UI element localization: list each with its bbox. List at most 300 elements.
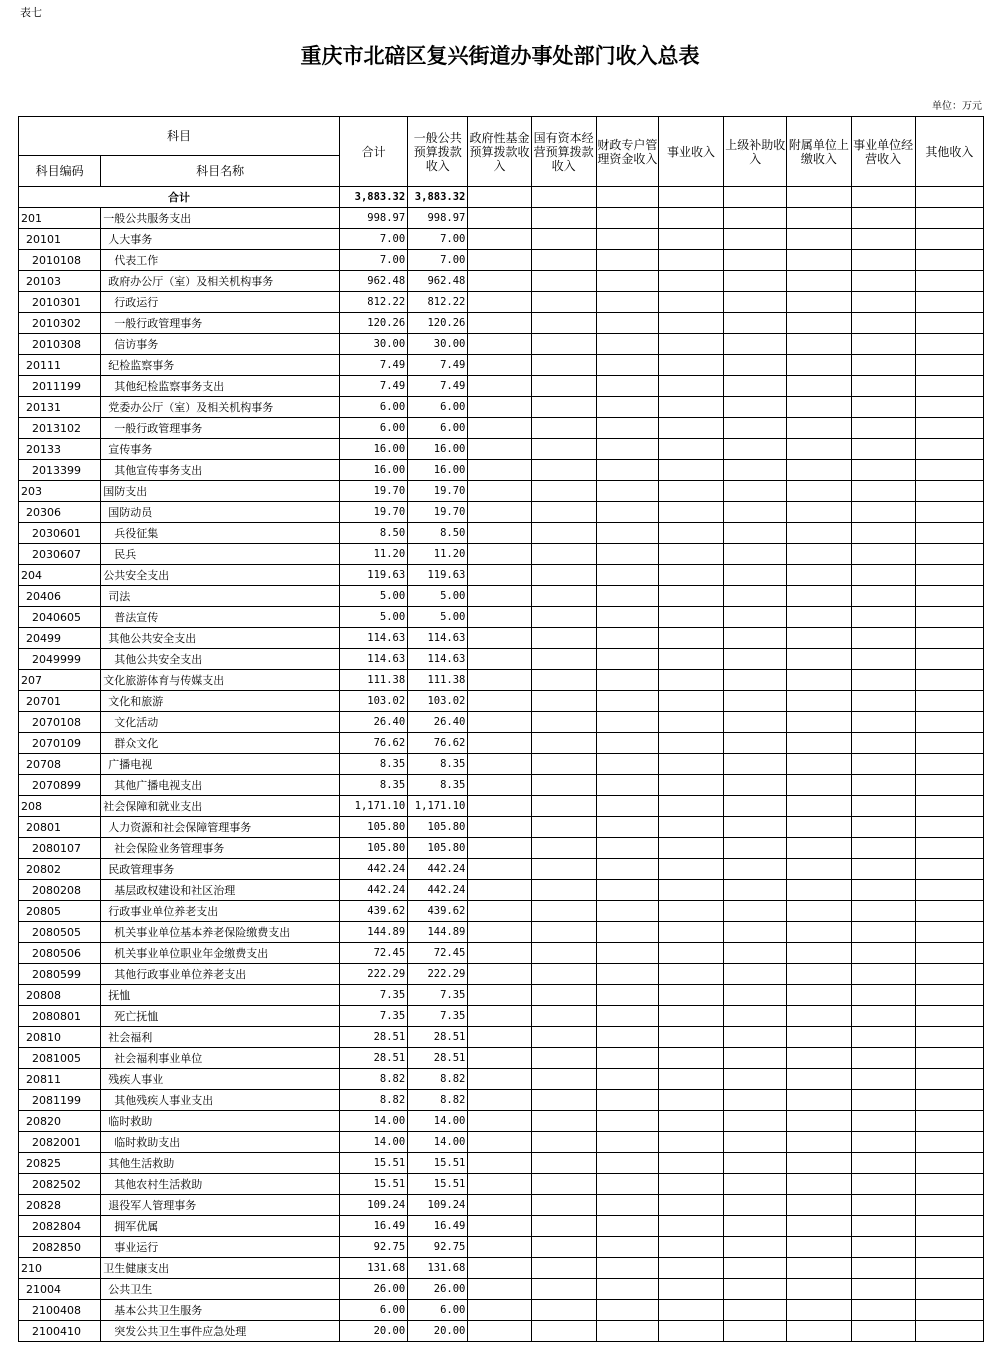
row-total: 72.45	[340, 943, 408, 964]
row-total: 6.00	[340, 418, 408, 439]
row-general-budget: 14.00	[408, 1132, 468, 1153]
empty-cell	[915, 1174, 983, 1195]
empty-cell	[596, 1258, 658, 1279]
subject-code: 2013102	[19, 418, 101, 439]
empty-cell	[596, 796, 658, 817]
subject-name: 拥军优属	[101, 1216, 340, 1237]
subject-code: 2080599	[19, 964, 101, 985]
empty-cell	[724, 544, 787, 565]
empty-cell	[787, 1279, 851, 1300]
empty-cell	[596, 565, 658, 586]
subject-name: 公共卫生	[101, 1279, 340, 1300]
row-general-budget: 8.82	[408, 1090, 468, 1111]
empty-cell	[915, 544, 983, 565]
empty-cell	[724, 607, 787, 628]
empty-cell	[468, 355, 531, 376]
empty-cell	[851, 922, 915, 943]
empty-cell	[724, 355, 787, 376]
subject-name: 兵役征集	[101, 523, 340, 544]
subject-name: 民兵	[101, 544, 340, 565]
row-general-budget: 114.63	[408, 649, 468, 670]
subject-name: 其他残疾人事业支出	[101, 1090, 340, 1111]
empty-cell	[787, 1300, 851, 1321]
empty-cell	[787, 376, 851, 397]
table-row	[19, 817, 984, 838]
subject-code: 20111	[19, 355, 101, 376]
empty-cell	[658, 859, 723, 880]
empty-cell	[724, 1027, 787, 1048]
subject-name: 其他行政事业单位养老支出	[101, 964, 340, 985]
empty-cell	[851, 817, 915, 838]
empty-cell	[468, 607, 531, 628]
empty-cell	[596, 481, 658, 502]
empty-cell	[851, 1300, 915, 1321]
empty-cell	[658, 838, 723, 859]
empty-cell	[596, 1027, 658, 1048]
empty-cell	[468, 313, 531, 334]
empty-cell	[531, 1069, 596, 1090]
empty-cell	[468, 838, 531, 859]
empty-cell	[851, 901, 915, 922]
subject-code: 20820	[19, 1111, 101, 1132]
table-row	[19, 208, 984, 229]
subject-code: 2070109	[19, 733, 101, 754]
row-total: 19.70	[340, 481, 408, 502]
empty-cell	[724, 1048, 787, 1069]
empty-cell	[531, 229, 596, 250]
empty-cell	[915, 313, 983, 334]
empty-cell	[724, 292, 787, 313]
empty-cell	[724, 565, 787, 586]
empty-cell	[531, 775, 596, 796]
row-total: 131.68	[340, 1258, 408, 1279]
empty-cell	[468, 376, 531, 397]
empty-cell	[531, 1195, 596, 1216]
empty-cell	[915, 985, 983, 1006]
table-row	[19, 313, 984, 334]
empty-cell	[724, 880, 787, 901]
empty-cell	[596, 1321, 658, 1342]
empty-cell	[787, 418, 851, 439]
row-general-budget: 114.63	[408, 628, 468, 649]
subject-code: 20133	[19, 439, 101, 460]
empty-cell	[658, 1027, 723, 1048]
empty-cell	[724, 670, 787, 691]
empty-cell	[658, 1258, 723, 1279]
empty-cell	[915, 964, 983, 985]
empty-cell	[596, 271, 658, 292]
row-total: 7.35	[340, 985, 408, 1006]
empty-cell	[468, 1300, 531, 1321]
table-row	[19, 481, 984, 502]
empty-cell	[596, 439, 658, 460]
empty-cell	[915, 1027, 983, 1048]
row-general-budget: 6.00	[408, 397, 468, 418]
subject-name: 社会福利	[101, 1027, 340, 1048]
empty-cell	[596, 1237, 658, 1258]
row-total: 5.00	[340, 607, 408, 628]
empty-cell	[724, 397, 787, 418]
subject-name: 群众文化	[101, 733, 340, 754]
empty-cell	[787, 523, 851, 544]
empty-cell	[596, 670, 658, 691]
row-total: 114.63	[340, 628, 408, 649]
empty-cell	[596, 922, 658, 943]
empty-cell	[915, 1195, 983, 1216]
row-total: 7.49	[340, 376, 408, 397]
table-row	[19, 502, 984, 523]
empty-cell	[596, 334, 658, 355]
empty-cell	[468, 796, 531, 817]
subject-code: 2082804	[19, 1216, 101, 1237]
empty-cell	[787, 817, 851, 838]
empty-cell	[531, 1048, 596, 1069]
empty-cell	[915, 1279, 983, 1300]
empty-cell	[658, 817, 723, 838]
empty-cell	[468, 418, 531, 439]
row-general-budget: 16.00	[408, 439, 468, 460]
row-general-budget: 8.50	[408, 523, 468, 544]
row-general-budget: 15.51	[408, 1174, 468, 1195]
empty-cell	[468, 460, 531, 481]
row-total: 6.00	[340, 397, 408, 418]
subject-name: 事业运行	[101, 1237, 340, 1258]
empty-cell	[915, 607, 983, 628]
row-total: 8.35	[340, 775, 408, 796]
row-total: 962.48	[340, 271, 408, 292]
empty-cell	[787, 313, 851, 334]
table-row	[19, 943, 984, 964]
table-row	[19, 712, 984, 733]
empty-cell	[787, 1132, 851, 1153]
row-general-budget: 26.00	[408, 1279, 468, 1300]
empty-cell	[596, 1111, 658, 1132]
header-gov-fund: 政府性基金预算拨款收入	[468, 117, 531, 187]
table-row	[19, 670, 984, 691]
empty-cell	[851, 838, 915, 859]
empty-cell	[468, 1069, 531, 1090]
table-row	[19, 1300, 984, 1321]
unit-label: 单位：万元	[932, 101, 982, 112]
empty-cell	[851, 313, 915, 334]
empty-cell	[531, 1006, 596, 1027]
empty-cell	[658, 1279, 723, 1300]
empty-cell	[787, 901, 851, 922]
empty-cell	[531, 691, 596, 712]
empty-cell	[851, 481, 915, 502]
subject-name: 社会保险业务管理事务	[101, 838, 340, 859]
empty-cell	[724, 523, 787, 544]
empty-cell	[658, 292, 723, 313]
empty-cell	[787, 880, 851, 901]
empty-cell	[468, 1237, 531, 1258]
row-total: 14.00	[340, 1111, 408, 1132]
subject-code: 2040605	[19, 607, 101, 628]
empty-cell	[915, 796, 983, 817]
empty-cell	[658, 460, 723, 481]
subject-code: 2080107	[19, 838, 101, 859]
empty-cell	[468, 775, 531, 796]
empty-cell	[468, 712, 531, 733]
table-row	[19, 733, 984, 754]
table-row	[19, 838, 984, 859]
empty-cell	[915, 1237, 983, 1258]
table-row	[19, 418, 984, 439]
empty-cell	[531, 1216, 596, 1237]
subject-name: 其他公共安全支出	[101, 649, 340, 670]
empty-cell	[468, 901, 531, 922]
empty-cell	[851, 964, 915, 985]
table-row	[19, 859, 984, 880]
empty-cell	[468, 1132, 531, 1153]
subject-name: 广播电视	[101, 754, 340, 775]
row-general-budget: 14.00	[408, 1111, 468, 1132]
row-general-budget: 16.49	[408, 1216, 468, 1237]
empty-cell	[915, 271, 983, 292]
table-row	[19, 334, 984, 355]
empty-cell	[596, 460, 658, 481]
table-row	[19, 544, 984, 565]
empty-cell	[658, 1090, 723, 1111]
empty-cell	[724, 628, 787, 649]
table-row	[19, 376, 984, 397]
table-row	[19, 691, 984, 712]
table-row	[19, 922, 984, 943]
subject-name: 人力资源和社会保障管理事务	[101, 817, 340, 838]
empty-cell	[787, 670, 851, 691]
row-general-budget: 92.75	[408, 1237, 468, 1258]
table-row	[19, 649, 984, 670]
empty-cell	[531, 838, 596, 859]
empty-cell	[787, 481, 851, 502]
empty-cell	[658, 1237, 723, 1258]
empty-cell	[915, 397, 983, 418]
subject-code: 20701	[19, 691, 101, 712]
subject-code: 2081199	[19, 1090, 101, 1111]
empty-cell	[915, 208, 983, 229]
row-total: 7.00	[340, 250, 408, 271]
empty-cell	[596, 1279, 658, 1300]
row-total: 109.24	[340, 1195, 408, 1216]
empty-cell	[531, 313, 596, 334]
table-row	[19, 1153, 984, 1174]
empty-cell	[787, 208, 851, 229]
empty-cell	[915, 754, 983, 775]
empty-cell	[468, 586, 531, 607]
empty-cell	[658, 481, 723, 502]
subject-code: 20306	[19, 502, 101, 523]
empty-cell	[658, 1174, 723, 1195]
empty-cell	[531, 292, 596, 313]
row-total: 30.00	[340, 334, 408, 355]
empty-cell	[787, 775, 851, 796]
table-row	[19, 1111, 984, 1132]
subject-name: 社会福利事业单位	[101, 1048, 340, 1069]
empty-cell	[658, 880, 723, 901]
total-general-budget: 3,883.32	[408, 187, 468, 208]
row-general-budget: 19.70	[408, 502, 468, 523]
table-row	[19, 565, 984, 586]
subject-code: 2011199	[19, 376, 101, 397]
row-general-budget: 16.00	[408, 460, 468, 481]
empty-cell	[596, 943, 658, 964]
subject-name: 信访事务	[101, 334, 340, 355]
row-general-budget: 7.35	[408, 985, 468, 1006]
empty-cell	[787, 355, 851, 376]
subject-name: 一般行政管理事务	[101, 418, 340, 439]
empty-cell	[787, 1237, 851, 1258]
empty-cell	[658, 397, 723, 418]
empty-cell	[658, 1321, 723, 1342]
empty-cell	[851, 523, 915, 544]
empty-cell	[787, 943, 851, 964]
empty-cell	[596, 1069, 658, 1090]
empty-cell	[531, 1321, 596, 1342]
empty-cell	[724, 1006, 787, 1027]
header-total: 合计	[340, 117, 408, 187]
empty-cell	[468, 754, 531, 775]
table-row	[19, 1132, 984, 1153]
table-row	[19, 607, 984, 628]
empty-cell	[851, 1006, 915, 1027]
empty-cell	[851, 670, 915, 691]
empty-cell	[724, 754, 787, 775]
empty-cell	[851, 1111, 915, 1132]
empty-cell	[724, 1300, 787, 1321]
empty-cell	[915, 565, 983, 586]
empty-cell	[787, 1216, 851, 1237]
subject-name: 文化和旅游	[101, 691, 340, 712]
empty-cell	[915, 1048, 983, 1069]
empty-cell	[531, 418, 596, 439]
row-total: 14.00	[340, 1132, 408, 1153]
empty-cell	[531, 355, 596, 376]
row-total: 6.00	[340, 1300, 408, 1321]
row-total: 1,171.10	[340, 796, 408, 817]
empty-cell	[468, 1321, 531, 1342]
subject-code: 2080208	[19, 880, 101, 901]
subject-code: 2080506	[19, 943, 101, 964]
empty-cell	[724, 817, 787, 838]
empty-cell	[468, 1153, 531, 1174]
empty-cell	[724, 1258, 787, 1279]
empty-cell	[915, 628, 983, 649]
table-row	[19, 586, 984, 607]
subject-name: 其他农村生活救助	[101, 1174, 340, 1195]
empty-cell	[596, 1195, 658, 1216]
subject-code: 2049999	[19, 649, 101, 670]
empty-cell	[658, 208, 723, 229]
empty-cell	[787, 502, 851, 523]
empty-cell	[658, 754, 723, 775]
row-general-budget: 6.00	[408, 1300, 468, 1321]
table-row	[19, 439, 984, 460]
empty-cell	[531, 985, 596, 1006]
table-row	[19, 460, 984, 481]
table-row	[19, 796, 984, 817]
empty-cell	[724, 439, 787, 460]
empty-cell	[851, 565, 915, 586]
header-special-fund: 财政专户管理资金收入	[596, 117, 658, 187]
empty-cell	[851, 1237, 915, 1258]
subject-code: 201	[19, 208, 101, 229]
empty-cell	[787, 229, 851, 250]
empty-cell	[596, 859, 658, 880]
empty-cell	[851, 208, 915, 229]
empty-cell	[915, 943, 983, 964]
empty-cell	[787, 250, 851, 271]
empty-cell	[724, 1195, 787, 1216]
empty-cell	[915, 1069, 983, 1090]
row-general-budget: 8.35	[408, 754, 468, 775]
empty-cell	[724, 250, 787, 271]
subject-name: 其他广播电视支出	[101, 775, 340, 796]
empty-cell	[531, 334, 596, 355]
empty-cell	[851, 271, 915, 292]
row-general-budget: 20.00	[408, 1321, 468, 1342]
row-total: 16.49	[340, 1216, 408, 1237]
empty-cell	[851, 628, 915, 649]
empty-cell	[851, 712, 915, 733]
empty-cell	[596, 1048, 658, 1069]
empty-cell	[531, 250, 596, 271]
subject-name: 基本公共卫生服务	[101, 1300, 340, 1321]
subject-code: 208	[19, 796, 101, 817]
empty-cell	[468, 649, 531, 670]
empty-cell	[851, 292, 915, 313]
empty-cell	[915, 523, 983, 544]
empty-cell	[596, 985, 658, 1006]
empty-cell	[531, 754, 596, 775]
empty-cell	[531, 1153, 596, 1174]
empty-cell	[468, 1258, 531, 1279]
row-general-budget: 72.45	[408, 943, 468, 964]
empty-cell	[658, 523, 723, 544]
subject-name: 行政事业单位养老支出	[101, 901, 340, 922]
empty-cell	[915, 1090, 983, 1111]
empty-cell	[915, 1258, 983, 1279]
empty-cell	[658, 586, 723, 607]
empty-cell	[596, 208, 658, 229]
empty-cell	[531, 649, 596, 670]
empty-cell	[531, 1300, 596, 1321]
table-row	[19, 1321, 984, 1342]
empty-cell	[787, 1111, 851, 1132]
empty-cell	[915, 1216, 983, 1237]
empty-cell	[787, 1090, 851, 1111]
header-name: 科目名称	[101, 156, 340, 187]
empty-cell	[915, 712, 983, 733]
subject-code: 20808	[19, 985, 101, 1006]
empty-cell	[596, 733, 658, 754]
empty-cell	[658, 775, 723, 796]
table-row	[19, 1090, 984, 1111]
empty-cell	[787, 838, 851, 859]
subject-code: 2081005	[19, 1048, 101, 1069]
subject-code: 20810	[19, 1027, 101, 1048]
empty-cell	[658, 670, 723, 691]
row-general-budget: 28.51	[408, 1048, 468, 1069]
row-general-budget: 103.02	[408, 691, 468, 712]
empty-cell	[915, 439, 983, 460]
subject-name: 文化活动	[101, 712, 340, 733]
subject-name: 退役军人管理事务	[101, 1195, 340, 1216]
empty-cell	[724, 649, 787, 670]
subject-name: 机关事业单位职业年金缴费支出	[101, 943, 340, 964]
empty-cell	[596, 292, 658, 313]
row-total: 119.63	[340, 565, 408, 586]
empty-cell	[851, 355, 915, 376]
